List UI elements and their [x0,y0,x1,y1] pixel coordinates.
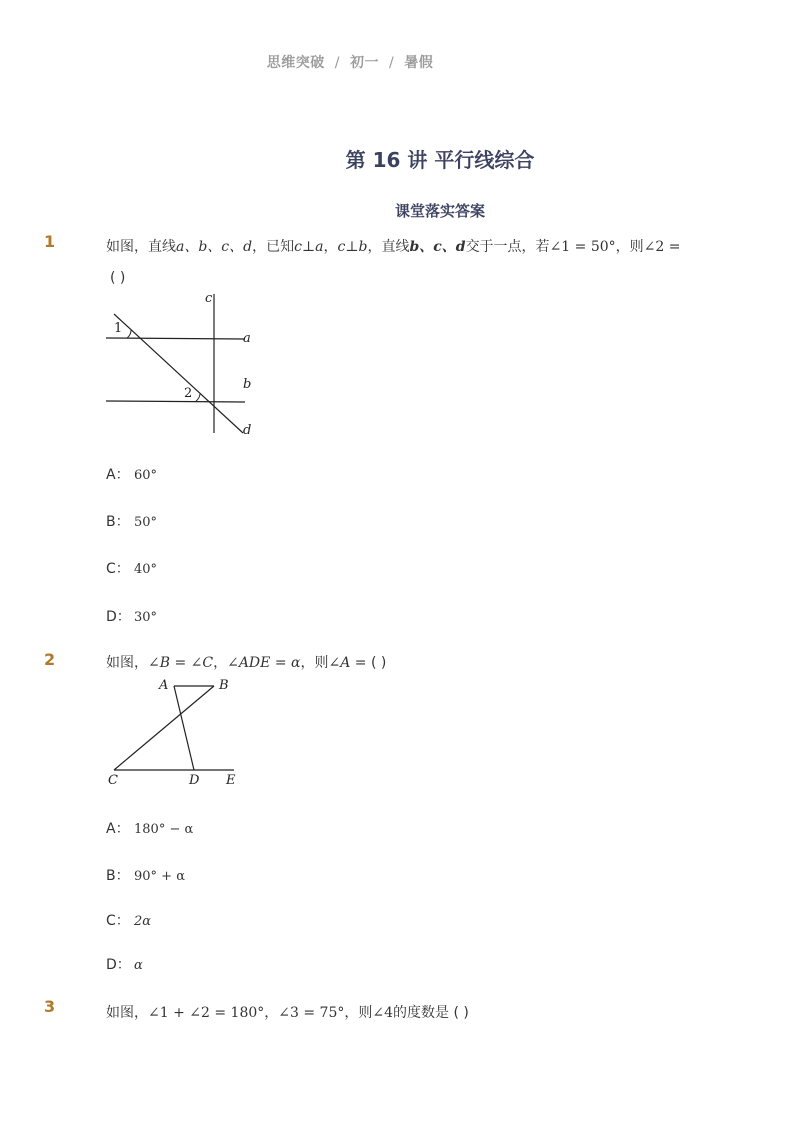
line-b [106,401,245,402]
stem-math: ∠3 = 75° [278,1005,345,1021]
stem-math: c⊥a [294,239,324,255]
label-a: a [243,331,251,346]
option-letter: C： [106,913,130,929]
angle-1-arc [127,330,131,338]
option-c[interactable] [106,558,157,578]
stem-math: ∠4 [372,1005,393,1021]
label-angle-1: 1 [114,321,123,336]
stem-text: ， [213,655,228,671]
option-a[interactable] [106,464,157,484]
option-letter: B： [106,868,130,884]
stem-text: 如图， [106,1005,148,1021]
label-d: d [243,423,252,438]
line-d [114,314,243,433]
stem-math: ∠ADE = α [227,655,301,671]
option-value: 2α [134,914,152,929]
option-value: 90° + α [134,869,185,884]
stem-math: ∠B = ∠C [148,655,214,671]
stem-math: a、b、c、d [176,239,253,255]
option-value: 30° [134,610,158,625]
option-letter: A： [106,821,130,837]
option-letter: B： [106,514,130,530]
stem-math: b、c、d [409,239,466,255]
stem-text: ， [323,239,338,255]
page-subtitle: 课堂落实答案 [394,202,485,220]
breadcrumb-separator: / [389,55,395,71]
stem-text: 如图，直线 [106,239,176,255]
line-a [106,338,245,339]
stem-text: 交于一点，若 [465,239,550,255]
question-stem [106,1002,469,1022]
label-B: B [219,678,229,693]
option-d[interactable] [106,606,157,626]
option-value: 180° − α [134,822,194,837]
stem-text: ，已知 [252,239,295,255]
figure-1 [100,288,270,438]
label-D: D [189,773,200,788]
label-c: c [205,291,213,306]
option-value: 50° [134,515,158,530]
label-C: C [108,773,118,788]
question-stem [106,652,386,672]
question-number: 3 [44,997,56,1016]
stem-text: ，直线 [367,239,410,255]
angle-2-arc [196,394,200,401]
label-A: A [159,678,169,693]
breadcrumb-separator: / [334,55,340,71]
answer-bracket: ( ) [370,655,387,671]
breadcrumb-item: 暑假 [404,55,434,71]
question-number: 1 [44,232,56,251]
stem-math: ∠A = [328,655,367,671]
option-b[interactable] [106,865,185,885]
option-b[interactable] [106,511,157,531]
option-a[interactable] [106,818,193,838]
stem-text: 的度数是 [393,1005,449,1021]
segment-ad [174,686,194,770]
segment-bc [114,686,214,770]
stem-text: ， [264,1005,279,1021]
option-letter: C： [106,561,130,577]
stem-math: ∠1 = 50° [549,239,616,255]
option-letter: D： [106,609,131,625]
option-value: α [134,958,143,973]
option-letter: A： [106,467,130,483]
option-d[interactable] [106,954,143,974]
breadcrumb-item: 思维突破 [266,55,325,71]
question-number: 2 [44,650,56,669]
label-b: b [243,377,252,392]
stem-math: ∠1 + ∠2 = 180° [148,1005,265,1021]
breadcrumb-item: 初一 [350,55,379,71]
answer-bracket: ( ) [453,1005,469,1021]
stem-math: c⊥b [337,239,368,255]
stem-text: ，则 [300,655,329,671]
stem-math: ∠2 = [643,239,681,255]
label-angle-2: 2 [184,386,193,401]
answer-bracket: ( ) [110,270,126,286]
option-value: 40° [134,562,158,577]
label-E: E [226,773,236,788]
breadcrumb [0,52,700,72]
option-c[interactable] [106,910,151,930]
option-letter: D： [106,957,131,973]
stem-text: 如图， [106,655,148,671]
stem-text: ，则 [615,239,644,255]
stem-text: ，则 [344,1005,373,1021]
question-stem [106,236,680,256]
option-value: 60° [134,468,158,483]
figure-2 [100,674,250,794]
page-title: 第 16 讲 平行线综合 [345,148,535,172]
